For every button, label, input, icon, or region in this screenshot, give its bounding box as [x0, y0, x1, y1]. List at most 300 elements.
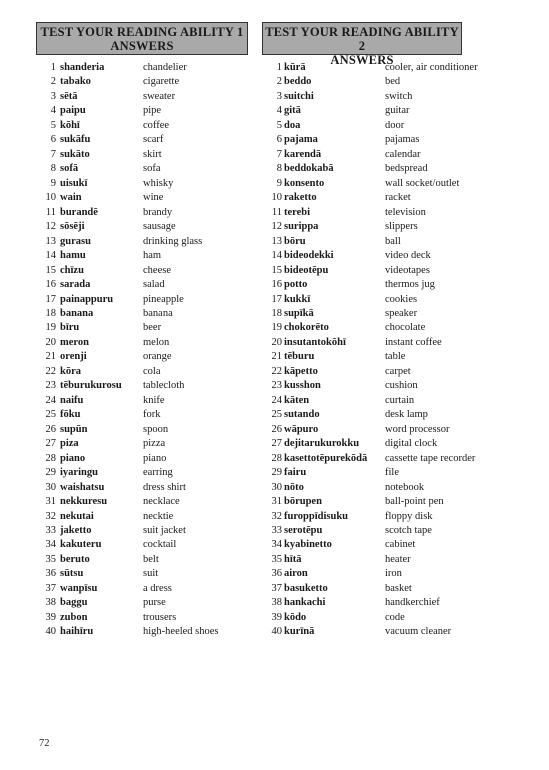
answer-row — [36, 148, 248, 162]
item-number: 24 — [45, 394, 56, 406]
japanese-word: wāpuro — [284, 423, 319, 435]
english-meaning: iron — [385, 568, 402, 580]
english-meaning: pizza — [143, 438, 166, 450]
item-number: 29 — [45, 467, 56, 479]
japanese-word: beddo — [284, 76, 312, 88]
japanese-word: kyabinetto — [284, 539, 332, 551]
english-meaning: knife — [143, 394, 165, 406]
japanese-word: nekutai — [60, 510, 94, 522]
english-meaning: necktie — [143, 510, 174, 522]
item-number: 35 — [271, 553, 282, 565]
japanese-word: zubon — [60, 611, 88, 623]
answer-row — [36, 90, 248, 104]
item-number: 14 — [271, 250, 282, 262]
answer-row — [36, 408, 248, 422]
item-number: 3 — [276, 90, 282, 102]
item-number: 21 — [45, 351, 56, 363]
item-number: 22 — [45, 365, 56, 377]
item-number: 16 — [271, 279, 282, 291]
english-meaning: chocolate — [385, 322, 426, 334]
japanese-word: chokorēto — [284, 322, 329, 334]
japanese-word: hītā — [284, 553, 302, 565]
japanese-word: kukkī — [284, 293, 311, 305]
item-number: 25 — [45, 409, 56, 421]
english-meaning: table — [385, 351, 406, 363]
japanese-word: fōku — [60, 409, 81, 421]
answer-row — [36, 293, 248, 307]
answer-row — [262, 336, 542, 350]
item-number: 36 — [271, 568, 282, 580]
english-meaning: banana — [143, 307, 173, 319]
english-meaning: earring — [143, 467, 173, 479]
answer-row — [262, 162, 542, 176]
item-number: 17 — [45, 293, 56, 305]
item-number: 10 — [45, 192, 56, 204]
item-number: 1 — [50, 62, 56, 73]
item-number: 13 — [271, 235, 282, 247]
item-number: 40 — [271, 626, 282, 638]
japanese-word: gurasu — [60, 235, 91, 247]
item-number: 9 — [276, 177, 282, 189]
japanese-word: wanpīsu — [60, 582, 98, 594]
japanese-word: potto — [284, 279, 308, 291]
answer-row — [262, 481, 542, 495]
english-meaning: sofa — [143, 163, 161, 175]
answer-row — [36, 510, 248, 524]
item-number: 3 — [50, 90, 56, 102]
item-number: 12 — [45, 221, 56, 233]
japanese-word: tēburukurosu — [60, 380, 122, 392]
item-number: 15 — [271, 264, 282, 276]
item-number: 29 — [271, 467, 282, 479]
item-number: 8 — [276, 163, 282, 175]
answer-row — [262, 408, 542, 422]
answer-row — [36, 336, 248, 350]
english-meaning: bedspread — [385, 163, 428, 175]
item-number: 16 — [45, 279, 56, 291]
answer-row — [262, 177, 542, 191]
answer-row — [36, 133, 248, 147]
item-number: 12 — [271, 221, 282, 233]
english-meaning: salad — [143, 279, 165, 291]
english-meaning: carpet — [385, 365, 411, 377]
japanese-word: insutantokōhī — [284, 336, 346, 348]
item-number: 36 — [45, 568, 56, 580]
item-number: 6 — [50, 134, 56, 146]
answer-row — [262, 293, 542, 307]
english-meaning: cushion — [385, 380, 418, 392]
answer-row — [36, 104, 248, 118]
answer-row — [36, 206, 248, 220]
item-number: 4 — [276, 105, 282, 117]
answer-row — [36, 452, 248, 466]
item-number: 30 — [271, 481, 282, 493]
japanese-word: basuketto — [284, 582, 328, 594]
english-meaning: file — [385, 467, 399, 479]
answer-row — [36, 611, 248, 625]
english-meaning: trousers — [143, 611, 177, 623]
english-meaning: orange — [143, 351, 172, 363]
english-meaning: cooler, air conditioner — [385, 62, 478, 73]
japanese-word: kakuteru — [60, 539, 102, 551]
answer-row — [36, 264, 248, 278]
japanese-word: piano — [60, 452, 86, 464]
japanese-word: doa — [284, 119, 301, 131]
japanese-word: sukāto — [60, 148, 90, 160]
item-number: 13 — [45, 235, 56, 247]
english-meaning: cigarette — [143, 76, 180, 88]
japanese-word: hamu — [60, 250, 86, 262]
answer-list-2 — [262, 61, 542, 640]
item-number: 14 — [45, 250, 56, 262]
english-meaning: piano — [143, 452, 167, 464]
item-number: 2 — [50, 76, 56, 88]
item-number: 9 — [50, 177, 56, 189]
english-meaning: a dress — [143, 582, 172, 594]
english-meaning: cola — [143, 365, 161, 377]
japanese-word: hankachi — [284, 597, 326, 609]
english-meaning: dress shirt — [143, 481, 186, 493]
japanese-word: kasettotēpurekōdā — [284, 452, 368, 464]
english-meaning: melon — [143, 336, 170, 348]
answer-row — [36, 524, 248, 538]
english-meaning: bed — [385, 76, 401, 88]
answer-row — [36, 567, 248, 581]
japanese-word: nōto — [284, 481, 304, 493]
section-subtitle-2: ANSWERS — [330, 53, 394, 67]
item-number: 38 — [45, 597, 56, 609]
english-meaning: curtain — [385, 394, 415, 406]
answer-row — [262, 423, 542, 437]
english-meaning: digital clock — [385, 438, 438, 450]
japanese-word: sofā — [60, 163, 79, 175]
japanese-word: uisukī — [60, 177, 88, 189]
item-number: 31 — [45, 496, 56, 508]
japanese-word: burandē — [60, 206, 98, 218]
item-number: 31 — [271, 496, 282, 508]
item-number: 23 — [271, 380, 282, 392]
item-number: 32 — [45, 510, 56, 522]
japanese-word: banana — [60, 307, 94, 319]
japanese-word: orenji — [60, 351, 87, 363]
english-meaning: handkerchief — [385, 597, 440, 609]
answer-row — [262, 307, 542, 321]
japanese-word: wain — [60, 192, 82, 204]
japanese-word: tēburu — [284, 351, 315, 363]
japanese-word: waishatsu — [60, 481, 105, 493]
english-meaning: basket — [385, 582, 412, 594]
japanese-word: beddokabā — [284, 163, 334, 175]
english-meaning: floppy disk — [385, 510, 433, 522]
item-number: 26 — [271, 423, 282, 435]
item-number: 4 — [50, 105, 56, 117]
item-number: 33 — [45, 525, 56, 536]
item-number: 28 — [45, 452, 56, 464]
english-meaning: purse — [143, 597, 166, 609]
japanese-word: airon — [284, 568, 308, 580]
answer-row — [36, 249, 248, 263]
answer-row — [36, 61, 248, 75]
english-meaning: word processor — [385, 423, 450, 435]
japanese-word: gitā — [284, 105, 301, 117]
item-number: 20 — [271, 336, 282, 348]
japanese-word: sōsēji — [60, 221, 85, 233]
english-meaning: racket — [385, 192, 411, 204]
answer-row — [36, 235, 248, 249]
english-meaning: desk lamp — [385, 409, 428, 421]
english-meaning: cassette tape recorder — [385, 452, 476, 464]
item-number: 19 — [45, 322, 56, 334]
english-meaning: pineapple — [143, 293, 184, 305]
item-number: 24 — [271, 394, 282, 406]
answer-row — [36, 177, 248, 191]
japanese-word: sētā — [60, 90, 78, 102]
english-meaning: suit jacket — [143, 525, 186, 536]
english-meaning: cocktail — [143, 539, 177, 551]
item-number: 11 — [271, 206, 282, 218]
japanese-word: surippa — [284, 221, 319, 233]
answer-row — [262, 365, 542, 379]
answer-row — [36, 625, 248, 639]
english-meaning: notebook — [385, 481, 425, 493]
japanese-word: terebi — [284, 206, 311, 218]
english-meaning: sweater — [143, 90, 176, 102]
item-number: 17 — [271, 293, 282, 305]
japanese-word: supūn — [60, 423, 88, 435]
english-meaning: wall socket/outlet — [385, 177, 460, 189]
answer-row — [36, 307, 248, 321]
japanese-word: haihīru — [60, 626, 94, 638]
item-number: 33 — [271, 525, 282, 536]
answer-row — [262, 148, 542, 162]
english-meaning: ball-point pen — [385, 496, 444, 508]
item-number: 27 — [45, 438, 56, 450]
answer-row — [36, 582, 248, 596]
item-number: 39 — [45, 611, 56, 623]
answer-row — [262, 191, 542, 205]
japanese-word: piza — [60, 438, 79, 450]
english-meaning: vacuum cleaner — [385, 626, 452, 638]
item-number: 21 — [271, 351, 282, 363]
answer-row — [262, 264, 542, 278]
answer-row — [262, 495, 542, 509]
english-meaning: switch — [385, 90, 413, 102]
english-meaning: guitar — [385, 105, 410, 117]
answer-row — [262, 350, 542, 364]
english-meaning: beer — [143, 322, 162, 334]
english-meaning: code — [385, 611, 405, 623]
answer-row — [36, 538, 248, 552]
english-meaning: scarf — [143, 134, 164, 146]
japanese-word: nekkuresu — [60, 496, 108, 508]
answer-row — [36, 191, 248, 205]
item-number: 28 — [271, 452, 282, 464]
japanese-word: kurīnā — [284, 626, 315, 638]
japanese-word: bideodekki — [284, 250, 334, 262]
item-number: 2 — [276, 76, 282, 88]
answers-column-2 — [262, 22, 542, 640]
answer-row — [36, 466, 248, 480]
item-number: 11 — [45, 206, 56, 218]
answer-row — [262, 567, 542, 581]
japanese-word: painappuru — [60, 293, 114, 305]
answer-row — [262, 452, 542, 466]
item-number: 19 — [271, 322, 282, 334]
item-number: 26 — [45, 423, 56, 435]
answer-row — [262, 510, 542, 524]
japanese-word: sarada — [60, 279, 91, 291]
english-meaning: spoon — [143, 423, 169, 435]
japanese-word: baggu — [60, 597, 88, 609]
answer-row — [262, 437, 542, 451]
japanese-word: kōdo — [284, 611, 307, 623]
item-number: 7 — [276, 148, 282, 160]
answer-row — [262, 61, 542, 75]
japanese-word: furoppīdisuku — [284, 510, 349, 522]
japanese-word: sukāfu — [60, 134, 91, 146]
answer-row — [262, 278, 542, 292]
japanese-word: kusshon — [284, 380, 321, 392]
section-header-1 — [36, 22, 248, 55]
english-meaning: cabinet — [385, 539, 416, 551]
answer-row — [36, 394, 248, 408]
item-number: 37 — [45, 582, 56, 594]
item-number: 23 — [45, 380, 56, 392]
answer-row — [36, 350, 248, 364]
english-meaning: speaker — [385, 307, 418, 319]
japanese-word: bideotēpu — [284, 264, 329, 276]
item-number: 5 — [276, 119, 282, 131]
answer-list-1 — [36, 61, 248, 640]
english-meaning: fork — [143, 409, 161, 421]
item-number: 15 — [45, 264, 56, 276]
english-meaning: ball — [385, 235, 401, 247]
item-number: 6 — [276, 134, 282, 146]
answer-row — [36, 423, 248, 437]
japanese-word: kōhī — [60, 119, 80, 131]
answer-row — [262, 249, 542, 263]
item-number: 18 — [45, 307, 56, 319]
section-header-2 — [262, 22, 462, 67]
japanese-word: pajama — [284, 134, 318, 146]
answer-row — [36, 162, 248, 176]
item-number: 35 — [45, 553, 56, 565]
answer-row — [262, 379, 542, 393]
answer-row — [262, 625, 542, 639]
item-number: 32 — [271, 510, 282, 522]
answer-row — [262, 75, 542, 89]
english-meaning: whisky — [143, 177, 174, 189]
english-meaning: instant coffee — [385, 336, 442, 348]
answer-row — [36, 553, 248, 567]
section-title-2: TEST YOUR READING ABILITY 2 — [265, 25, 459, 53]
answer-row — [262, 611, 542, 625]
item-number: 5 — [50, 119, 56, 131]
japanese-word: karendā — [284, 148, 322, 160]
japanese-word: meron — [60, 336, 89, 348]
english-meaning: scotch tape — [385, 525, 432, 536]
answer-row — [36, 495, 248, 509]
english-meaning: drinking glass — [143, 235, 203, 247]
item-number: 18 — [271, 307, 282, 319]
japanese-word: fairu — [284, 467, 307, 479]
english-meaning: high-heeled shoes — [143, 626, 219, 638]
english-meaning: heater — [385, 553, 411, 565]
answer-row — [36, 365, 248, 379]
japanese-word: sūtsu — [60, 568, 84, 580]
japanese-word: bōru — [284, 235, 306, 247]
answer-row — [36, 119, 248, 133]
answer-row — [262, 553, 542, 567]
item-number: 38 — [271, 597, 282, 609]
page-number: 72 — [39, 738, 50, 749]
english-meaning: television — [385, 206, 426, 218]
item-number: 7 — [50, 148, 56, 160]
japanese-word: bōrupen — [284, 496, 322, 508]
answer-row — [262, 235, 542, 249]
japanese-word: dejitarukurokku — [284, 438, 360, 450]
japanese-word: paipu — [60, 105, 86, 117]
answers-column-1 — [36, 22, 248, 640]
english-meaning: ham — [143, 250, 162, 262]
japanese-word: supīkā — [284, 307, 314, 319]
english-meaning: door — [385, 119, 405, 131]
answer-row — [262, 119, 542, 133]
english-meaning: videotapes — [385, 264, 430, 276]
english-meaning: cheese — [143, 264, 171, 276]
item-number: 34 — [45, 539, 56, 551]
answer-row — [262, 220, 542, 234]
english-meaning: necklace — [143, 496, 180, 508]
item-number: 37 — [271, 582, 282, 594]
section-title-1: TEST YOUR READING ABILITY 1 — [40, 25, 244, 39]
answer-row — [262, 133, 542, 147]
item-number: 34 — [271, 539, 282, 551]
english-meaning: brandy — [143, 206, 173, 218]
section-subtitle-1: ANSWERS — [110, 39, 174, 53]
english-meaning: belt — [143, 553, 159, 565]
item-number: 39 — [271, 611, 282, 623]
japanese-word: iyaringu — [60, 467, 98, 479]
answer-row — [36, 220, 248, 234]
japanese-word: tabako — [60, 76, 91, 88]
japanese-word: shanderia — [60, 62, 105, 73]
answer-row — [36, 437, 248, 451]
japanese-word: konsento — [284, 177, 325, 189]
english-meaning: coffee — [143, 119, 170, 131]
english-meaning: chandelier — [143, 62, 187, 73]
answer-row — [36, 379, 248, 393]
answer-row — [262, 206, 542, 220]
item-number: 22 — [271, 365, 282, 377]
japanese-word: chīzu — [60, 264, 84, 276]
answer-row — [262, 524, 542, 538]
item-number: 10 — [271, 192, 282, 204]
item-number: 27 — [271, 438, 282, 450]
english-meaning: tablecloth — [143, 380, 185, 392]
english-meaning: video deck — [385, 250, 431, 262]
japanese-word: raketto — [284, 192, 317, 204]
item-number: 8 — [50, 163, 56, 175]
answer-row — [36, 481, 248, 495]
japanese-word: kāten — [284, 394, 310, 406]
japanese-word: naifu — [60, 394, 84, 406]
japanese-word: jaketto — [60, 525, 92, 536]
english-meaning: thermos jug — [385, 279, 435, 291]
answer-row — [262, 466, 542, 480]
answer-row — [36, 278, 248, 292]
item-number: 25 — [271, 409, 282, 421]
